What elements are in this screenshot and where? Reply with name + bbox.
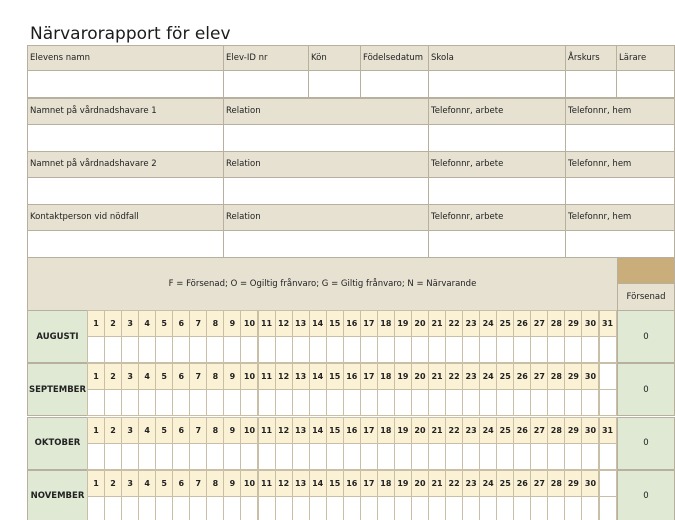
day-number: 15	[326, 417, 344, 444]
attendance-cell[interactable]	[155, 336, 173, 363]
day-number: 23	[462, 470, 480, 497]
day-number: 2	[104, 310, 122, 337]
teacher-header: Lärare	[616, 45, 675, 71]
attendance-cell[interactable]	[104, 389, 122, 416]
attendance-cell[interactable]	[206, 443, 224, 470]
day-number: 24	[479, 417, 497, 444]
attendance-cell[interactable]	[377, 443, 395, 470]
birthdate-header: Födelsedatum	[360, 45, 429, 71]
day-number: 11	[258, 363, 276, 390]
day-number: 28	[547, 310, 565, 337]
attendance-cell[interactable]	[155, 389, 173, 416]
day-number: 20	[411, 417, 429, 444]
attendance-cell[interactable]	[360, 336, 378, 363]
teacher-field[interactable]	[616, 70, 675, 98]
contact-1-phone-home-field[interactable]	[565, 124, 675, 152]
student-name-header: Elevens namn	[27, 45, 224, 71]
attendance-cell[interactable]	[411, 496, 429, 520]
attendance-cell[interactable]	[599, 336, 617, 363]
day-number	[599, 363, 617, 390]
day-number: 3	[121, 417, 139, 444]
day-number: 10	[240, 417, 258, 444]
day-number: 6	[172, 310, 190, 337]
contact-1-label-field[interactable]	[27, 124, 224, 152]
attendance-cell[interactable]	[513, 443, 531, 470]
attendance-cell[interactable]	[377, 389, 395, 416]
contact-2-phone-home-field[interactable]	[565, 177, 675, 205]
day-number: 16	[343, 310, 361, 337]
attendance-cell[interactable]	[87, 336, 105, 363]
day-number: 21	[428, 310, 446, 337]
attendance-cell[interactable]	[343, 443, 361, 470]
attendance-cell[interactable]	[258, 496, 276, 520]
contact-2-phone-work-field[interactable]	[428, 177, 566, 205]
day-number: 27	[530, 470, 548, 497]
attendance-cell[interactable]	[121, 443, 139, 470]
attendance-cell[interactable]	[530, 496, 548, 520]
attendance-cell[interactable]	[326, 496, 344, 520]
attendance-cell[interactable]	[394, 443, 412, 470]
day-number: 2	[104, 470, 122, 497]
attendance-cell[interactable]	[172, 389, 190, 416]
day-number: 17	[360, 417, 378, 444]
day-number: 2	[104, 417, 122, 444]
day-number: 27	[530, 363, 548, 390]
attendance-cell[interactable]	[360, 443, 378, 470]
attendance-cell[interactable]	[496, 496, 514, 520]
attendance-cell[interactable]	[360, 496, 378, 520]
attendance-cell[interactable]	[547, 389, 565, 416]
attendance-cell[interactable]	[326, 389, 344, 416]
attendance-cell[interactable]	[581, 336, 599, 363]
contact-3-relation-header: Relation	[223, 204, 429, 231]
attendance-cell[interactable]	[206, 336, 224, 363]
attendance-cell[interactable]	[394, 389, 412, 416]
attendance-cell[interactable]	[240, 496, 258, 520]
attendance-cell[interactable]	[462, 496, 480, 520]
contact-3-phone-home-field[interactable]	[565, 230, 675, 258]
attendance-cell[interactable]	[206, 496, 224, 520]
attendance-cell[interactable]	[223, 389, 241, 416]
day-number: 20	[411, 310, 429, 337]
attendance-cell[interactable]	[121, 496, 139, 520]
attendance-cell[interactable]	[292, 443, 310, 470]
day-number: 9	[223, 310, 241, 337]
day-number: 21	[428, 470, 446, 497]
late-count-augusti: 0	[617, 310, 675, 363]
day-number: 4	[138, 417, 156, 444]
day-number: 12	[275, 417, 293, 444]
day-number: 23	[462, 310, 480, 337]
attendance-cell[interactable]	[240, 443, 258, 470]
attendance-cell[interactable]	[138, 443, 156, 470]
contact-2-label-field[interactable]	[27, 177, 224, 205]
day-number: 30	[581, 363, 599, 390]
attendance-cell[interactable]	[496, 389, 514, 416]
day-number: 15	[326, 470, 344, 497]
contact-3-relation-field[interactable]	[223, 230, 429, 258]
day-number: 6	[172, 470, 190, 497]
attendance-cell[interactable]	[513, 389, 531, 416]
attendance-cell[interactable]	[155, 496, 173, 520]
attendance-cell[interactable]	[258, 443, 276, 470]
attendance-cell[interactable]	[513, 336, 531, 363]
attendance-cell[interactable]	[309, 496, 327, 520]
day-number: 23	[462, 417, 480, 444]
contact-3-phone-home-header: Telefonnr, hem	[565, 204, 675, 231]
day-number: 6	[172, 363, 190, 390]
attendance-cell[interactable]	[547, 336, 565, 363]
attendance-cell[interactable]	[240, 389, 258, 416]
attendance-cell[interactable]	[530, 336, 548, 363]
attendance-cell[interactable]	[104, 496, 122, 520]
attendance-cell[interactable]	[189, 443, 207, 470]
day-number: 29	[564, 417, 582, 444]
day-number: 8	[206, 363, 224, 390]
contact-2-phone-work-header: Telefonnr, arbete	[428, 151, 566, 178]
gender-header: Kön	[308, 45, 361, 71]
day-number: 28	[547, 470, 565, 497]
day-number: 31	[599, 310, 617, 337]
day-number: 2	[104, 363, 122, 390]
attendance-cell[interactable]	[564, 496, 582, 520]
day-number: 24	[479, 310, 497, 337]
day-number: 5	[155, 310, 173, 337]
attendance-cell[interactable]	[121, 389, 139, 416]
day-number: 6	[172, 417, 190, 444]
attendance-cell[interactable]	[496, 336, 514, 363]
attendance-cell[interactable]	[496, 443, 514, 470]
day-number: 7	[189, 470, 207, 497]
attendance-cell[interactable]	[445, 496, 463, 520]
day-number: 8	[206, 417, 224, 444]
attendance-cell[interactable]	[445, 389, 463, 416]
attendance-cell[interactable]	[138, 336, 156, 363]
day-number: 22	[445, 470, 463, 497]
day-number: 9	[223, 470, 241, 497]
attendance-cell[interactable]	[394, 336, 412, 363]
day-number: 1	[87, 470, 105, 497]
student-id-field[interactable]	[223, 70, 309, 98]
attendance-cell[interactable]	[581, 443, 599, 470]
day-number: 17	[360, 310, 378, 337]
day-number: 3	[121, 310, 139, 337]
attendance-cell[interactable]	[223, 443, 241, 470]
attendance-cell[interactable]	[275, 496, 293, 520]
attendance-cell[interactable]	[564, 443, 582, 470]
attendance-cell[interactable]	[189, 389, 207, 416]
day-number: 1	[87, 417, 105, 444]
day-number: 7	[189, 417, 207, 444]
attendance-cell[interactable]	[292, 336, 310, 363]
contact-3-label-header: Kontaktperson vid nödfall	[27, 204, 224, 231]
attendance-cell[interactable]	[479, 443, 497, 470]
day-number: 29	[564, 470, 582, 497]
day-number: 17	[360, 470, 378, 497]
day-number: 16	[343, 417, 361, 444]
day-number: 24	[479, 470, 497, 497]
day-number: 5	[155, 363, 173, 390]
day-number: 26	[513, 470, 531, 497]
attendance-cell[interactable]	[428, 443, 446, 470]
day-number: 8	[206, 310, 224, 337]
attendance-cell[interactable]	[343, 389, 361, 416]
attendance-cell[interactable]	[138, 496, 156, 520]
month-label-oktober: OKTOBER	[27, 417, 88, 470]
attendance-cell[interactable]	[292, 389, 310, 416]
attendance-cell[interactable]	[275, 336, 293, 363]
day-number: 24	[479, 363, 497, 390]
day-number: 28	[547, 417, 565, 444]
day-number: 16	[343, 470, 361, 497]
day-number: 30	[581, 310, 599, 337]
attendance-cell[interactable]	[513, 496, 531, 520]
attendance-cell[interactable]	[445, 443, 463, 470]
attendance-cell[interactable]	[275, 443, 293, 470]
day-number: 18	[377, 310, 395, 337]
attendance-cell[interactable]	[223, 336, 241, 363]
contact-1-phone-work-header: Telefonnr, arbete	[428, 98, 566, 125]
attendance-cell[interactable]	[479, 496, 497, 520]
day-number: 30	[581, 470, 599, 497]
attendance-cell[interactable]	[377, 336, 395, 363]
contact-3-phone-work-header: Telefonnr, arbete	[428, 204, 566, 231]
attendance-legend: F = Försenad; O = Ogiltig frånvaro; G = Giltig frånvaro; N = Närvarande	[27, 257, 618, 311]
contact-3-phone-work-field[interactable]	[428, 230, 566, 258]
day-number: 10	[240, 470, 258, 497]
summary-late-header: Försenad	[617, 283, 675, 311]
month-label-november: NOVEMBER	[27, 470, 88, 520]
attendance-cell[interactable]	[309, 443, 327, 470]
day-number: 21	[428, 363, 446, 390]
day-number: 5	[155, 470, 173, 497]
attendance-cell[interactable]	[172, 336, 190, 363]
contact-1-relation-field[interactable]	[223, 124, 429, 152]
day-number: 13	[292, 417, 310, 444]
day-number: 31	[599, 417, 617, 444]
birthdate-field[interactable]	[360, 70, 429, 98]
attendance-cell[interactable]	[428, 336, 446, 363]
day-number: 14	[309, 470, 327, 497]
day-number: 18	[377, 470, 395, 497]
day-number: 1	[87, 310, 105, 337]
contact-1-relation-header: Relation	[223, 98, 429, 125]
day-number: 22	[445, 363, 463, 390]
day-number: 14	[309, 417, 327, 444]
attendance-cell[interactable]	[564, 389, 582, 416]
attendance-cell[interactable]	[360, 389, 378, 416]
day-number: 19	[394, 470, 412, 497]
attendance-cell[interactable]	[343, 336, 361, 363]
day-number: 4	[138, 310, 156, 337]
contact-2-label-header: Namnet på vårdnadshavare 2	[27, 151, 224, 178]
gender-field[interactable]	[308, 70, 361, 98]
day-number: 3	[121, 470, 139, 497]
contact-2-relation-header: Relation	[223, 151, 429, 178]
contact-2-relation-field[interactable]	[223, 177, 429, 205]
day-number: 4	[138, 363, 156, 390]
attendance-cell[interactable]	[411, 443, 429, 470]
contact-1-label-header: Namnet på vårdnadshavare 1	[27, 98, 224, 125]
day-number: 21	[428, 417, 446, 444]
day-number: 8	[206, 470, 224, 497]
student-id-header: Elev-ID nr	[223, 45, 309, 71]
attendance-cell[interactable]	[87, 443, 105, 470]
day-number: 19	[394, 363, 412, 390]
day-number: 25	[496, 470, 514, 497]
attendance-cell[interactable]	[87, 496, 105, 520]
attendance-cell[interactable]	[462, 389, 480, 416]
attendance-cell[interactable]	[411, 336, 429, 363]
day-number: 4	[138, 470, 156, 497]
day-number: 15	[326, 310, 344, 337]
day-number: 9	[223, 363, 241, 390]
attendance-cell[interactable]	[428, 389, 446, 416]
attendance-cell[interactable]	[377, 496, 395, 520]
page-title: Närvarorapport för elev	[30, 24, 231, 44]
day-number: 28	[547, 363, 565, 390]
attendance-cell[interactable]	[445, 336, 463, 363]
attendance-cell[interactable]	[599, 496, 617, 520]
day-number: 27	[530, 417, 548, 444]
day-number: 10	[240, 363, 258, 390]
attendance-cell[interactable]	[411, 389, 429, 416]
attendance-cell[interactable]	[581, 496, 599, 520]
day-number: 15	[326, 363, 344, 390]
late-count-september: 0	[617, 363, 675, 416]
attendance-cell[interactable]	[309, 336, 327, 363]
attendance-cell[interactable]	[394, 496, 412, 520]
day-number: 1	[87, 363, 105, 390]
attendance-cell[interactable]	[462, 336, 480, 363]
day-number: 13	[292, 310, 310, 337]
day-number: 25	[496, 363, 514, 390]
day-number	[599, 470, 617, 497]
late-count-november: 0	[617, 470, 675, 520]
day-number: 27	[530, 310, 548, 337]
day-number: 10	[240, 310, 258, 337]
attendance-cell[interactable]	[564, 336, 582, 363]
student-name-field[interactable]	[27, 70, 224, 98]
attendance-cell[interactable]	[172, 443, 190, 470]
day-number: 18	[377, 363, 395, 390]
summary-header-band	[617, 257, 675, 284]
day-number: 19	[394, 310, 412, 337]
attendance-cell[interactable]	[462, 443, 480, 470]
day-number: 25	[496, 417, 514, 444]
day-number: 18	[377, 417, 395, 444]
day-number: 22	[445, 310, 463, 337]
attendance-cell[interactable]	[121, 336, 139, 363]
late-count-oktober: 0	[617, 417, 675, 470]
day-number: 11	[258, 310, 276, 337]
day-number: 25	[496, 310, 514, 337]
day-number: 20	[411, 470, 429, 497]
day-number: 30	[581, 417, 599, 444]
day-number: 14	[309, 310, 327, 337]
school-field[interactable]	[428, 70, 566, 98]
contact-1-phone-home-header: Telefonnr, hem	[565, 98, 675, 125]
day-number: 11	[258, 417, 276, 444]
day-number: 19	[394, 417, 412, 444]
attendance-cell[interactable]	[206, 389, 224, 416]
contact-2-phone-home-header: Telefonnr, hem	[565, 151, 675, 178]
attendance-cell[interactable]	[258, 389, 276, 416]
attendance-cell[interactable]	[547, 443, 565, 470]
day-number: 20	[411, 363, 429, 390]
attendance-cell[interactable]	[530, 443, 548, 470]
day-number: 11	[258, 470, 276, 497]
attendance-cell[interactable]	[326, 336, 344, 363]
day-number: 29	[564, 310, 582, 337]
day-number: 5	[155, 417, 173, 444]
day-number: 22	[445, 417, 463, 444]
attendance-cell[interactable]	[275, 389, 293, 416]
grade-header: Årskurs	[565, 45, 617, 71]
attendance-cell[interactable]	[581, 389, 599, 416]
attendance-cell[interactable]	[240, 336, 258, 363]
attendance-cell[interactable]	[343, 496, 361, 520]
attendance-cell[interactable]	[599, 389, 617, 416]
day-number: 17	[360, 363, 378, 390]
day-number: 16	[343, 363, 361, 390]
day-number: 12	[275, 310, 293, 337]
school-header: Skola	[428, 45, 566, 71]
day-number: 14	[309, 363, 327, 390]
attendance-cell[interactable]	[258, 336, 276, 363]
attendance-cell[interactable]	[599, 443, 617, 470]
day-number: 13	[292, 470, 310, 497]
attendance-cell[interactable]	[189, 496, 207, 520]
attendance-cell[interactable]	[547, 496, 565, 520]
attendance-cell[interactable]	[479, 389, 497, 416]
attendance-cell[interactable]	[479, 336, 497, 363]
attendance-cell[interactable]	[292, 496, 310, 520]
attendance-cell[interactable]	[172, 496, 190, 520]
day-number: 29	[564, 363, 582, 390]
attendance-cell[interactable]	[138, 389, 156, 416]
contact-1-phone-work-field[interactable]	[428, 124, 566, 152]
contact-3-label-field[interactable]	[27, 230, 224, 258]
day-number: 26	[513, 310, 531, 337]
day-number: 23	[462, 363, 480, 390]
attendance-cell[interactable]	[104, 443, 122, 470]
day-number: 7	[189, 310, 207, 337]
day-number: 7	[189, 363, 207, 390]
day-number: 12	[275, 470, 293, 497]
month-label-augusti: AUGUSTI	[27, 310, 88, 363]
grade-field[interactable]	[565, 70, 617, 98]
day-number: 3	[121, 363, 139, 390]
attendance-cell[interactable]	[189, 336, 207, 363]
attendance-cell[interactable]	[155, 443, 173, 470]
day-number: 26	[513, 417, 531, 444]
attendance-cell[interactable]	[104, 336, 122, 363]
attendance-cell[interactable]	[309, 389, 327, 416]
attendance-cell[interactable]	[223, 496, 241, 520]
attendance-cell[interactable]	[326, 443, 344, 470]
attendance-cell[interactable]	[530, 389, 548, 416]
day-number: 12	[275, 363, 293, 390]
attendance-cell[interactable]	[428, 496, 446, 520]
day-number: 26	[513, 363, 531, 390]
month-label-september: SEPTEMBER	[27, 363, 88, 416]
day-number: 9	[223, 417, 241, 444]
attendance-cell[interactable]	[87, 389, 105, 416]
day-number: 13	[292, 363, 310, 390]
